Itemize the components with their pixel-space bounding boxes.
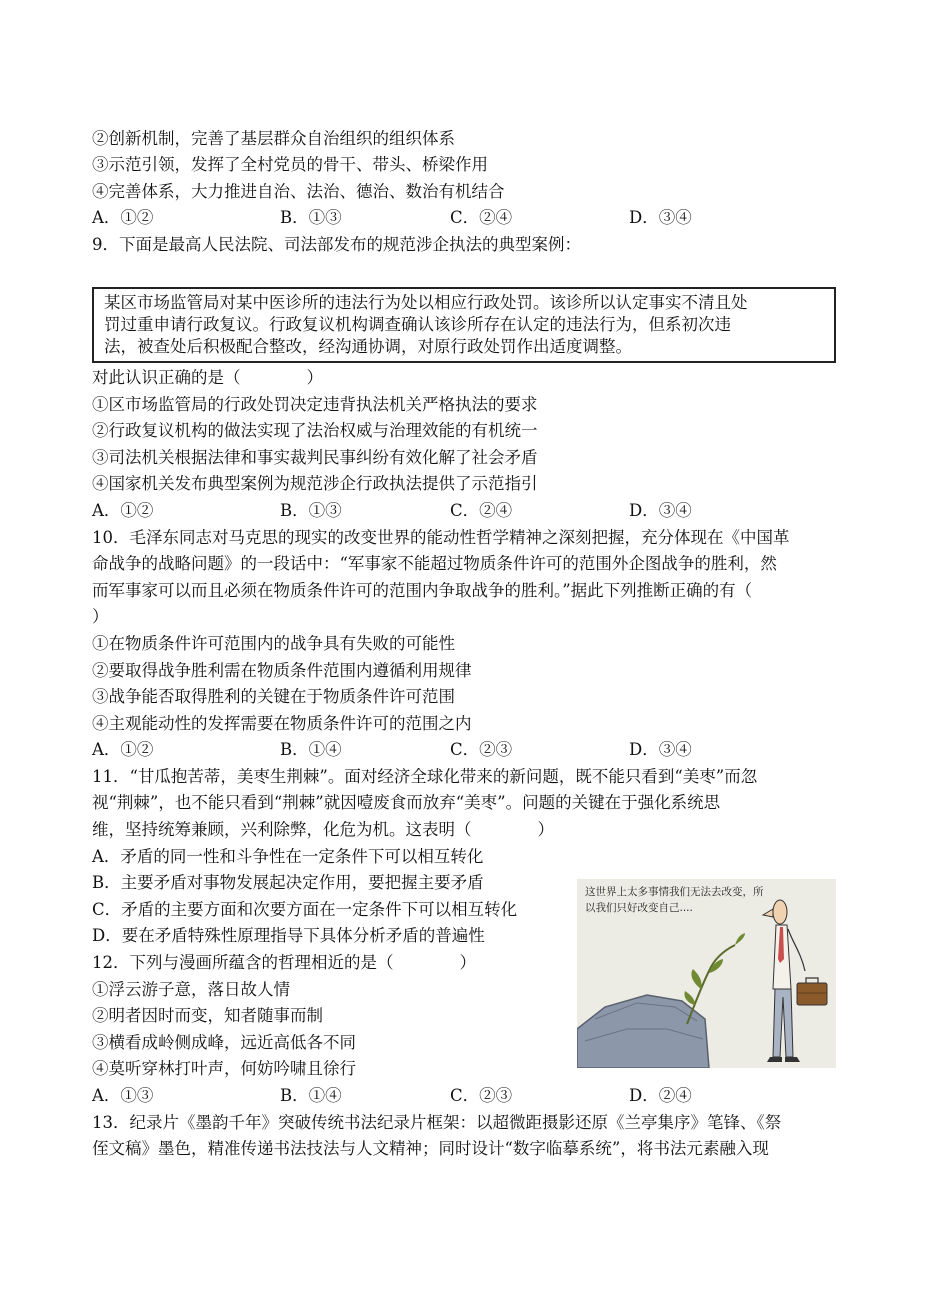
question-9-options xyxy=(92,498,792,524)
question-9-item-4: ④国家机关发布典型案例为规范涉企行政执法提供了示范指引 xyxy=(92,474,538,493)
option-b: B．①④ xyxy=(280,1086,342,1105)
cartoon-caption-line: 以我们只好改变自己.... xyxy=(585,902,693,914)
question-11-stem-line: 11．“甘瓜抱苦蒂，美枣生荆棘”。面对经济全球化带来的新问题，既不能只看到“美枣”而忽 xyxy=(92,767,758,786)
option-d: D．③④ xyxy=(629,208,692,227)
question-10-stem-line: 10．毛泽东同志对马克思的现实的改变世界的能动性哲学精神之深刻把握，充分体现在《中国革 xyxy=(92,528,790,547)
question-13-stem-line: 侄文稿》墨色，精准传递书法技法与人文精神；同时设计“数字临摹系统”，将书法元素融入现 xyxy=(92,1139,769,1158)
option-a: A．①③ xyxy=(92,1086,154,1105)
question-11-option-a: A．矛盾的同一性和斗争性在一定条件下可以相互转化 xyxy=(92,847,484,866)
option-c: C．②④ xyxy=(450,501,513,520)
question-12-item-2: ②明者因时而变，知者随事而制 xyxy=(92,1006,323,1025)
question-10-stem-line: 命战争的战略问题》的一段话中：“军事家不能超过物质条件许可的范围外企图战争的胜利，然 xyxy=(92,554,777,573)
question-10-item-2: ②要取得战争胜利需在物质条件范围内遵循利用规律 xyxy=(92,661,472,680)
question-12-item-4: ④莫听穿林打叶声，何妨吟啸且徐行 xyxy=(92,1059,356,1078)
question-12-item-1: ①浮云游子意，落日故人情 xyxy=(92,980,290,999)
question-9-prompt: 对此认识正确的是（ ） xyxy=(92,368,323,387)
question-9-item-3: ③司法机关根据法律和事实裁判民事纠纷有效化解了社会矛盾 xyxy=(92,448,538,467)
option-b: B．①③ xyxy=(280,501,342,520)
question-10-stem-line: 而军事家可以而且必须在物质条件许可的范围内争取战争的胜利。”据此下列推断正确的有（ xyxy=(92,581,753,600)
cartoon-illustration xyxy=(577,879,836,1068)
question-12-item-3: ③横看成岭侧成峰，远近高低各不同 xyxy=(92,1033,356,1052)
option-c: C．②④ xyxy=(450,208,513,227)
question-10-stem-line: ） xyxy=(92,607,109,626)
option-b: B．①④ xyxy=(280,740,342,759)
question-11-option-d: D．要在矛盾特殊性原理指导下具体分析矛盾的普遍性 xyxy=(92,926,485,945)
question-8-options xyxy=(92,205,792,231)
question-9-item-1: ①区市场监管局的行政处罚决定违背执法机关严格执法的要求 xyxy=(92,395,538,414)
question-12-options xyxy=(92,1083,792,1109)
cartoon-caption-line: 这世界上太多事情我们无法去改变，所 xyxy=(585,886,764,898)
question-10-item-1: ①在物质条件许可范围内的战争具有失败的可能性 xyxy=(92,634,455,653)
question-11-stem-line: 维，坚持统筹兼顾，兴利除弊，化危为机。这表明（ ） xyxy=(92,820,554,839)
question-9-stem: 9．下面是最高人民法院、司法部发布的规范涉企执法的典型案例： xyxy=(92,235,581,254)
case-line: 某区市场监管局对某中医诊所的违法行为处以相应行政处罚。该诊所以认定事实不清且处 xyxy=(104,293,748,312)
cartoon-image xyxy=(577,879,836,1068)
question-11-stem-line: 视“荆棘”，也不能只看到“荆棘”就因噎废食而放弃“美枣”。问题的关键在于强化系统思 xyxy=(92,793,721,812)
question-11-option-b: B．主要矛盾对事物发展起决定作用，要把握主要矛盾 xyxy=(92,873,484,892)
question-10-item-3: ③战争能否取得胜利的关键在于物质条件许可范围 xyxy=(92,687,455,706)
option-d: D．③④ xyxy=(629,740,692,759)
option-b: B．①③ xyxy=(280,208,342,227)
question-9-item-2: ②行政复议机构的做法实现了法治权威与治理效能的有机统一 xyxy=(92,421,538,440)
question-10-options xyxy=(92,737,792,763)
question-12-stem: 12．下列与漫画所蕴含的哲理相近的是（ ） xyxy=(92,953,476,972)
question-8-item-2: ②创新机制，完善了基层群众自治组织的组织体系 xyxy=(92,129,455,148)
case-line: 罚过重申请行政复议。行政复议机构调查确认该诊所存在认定的违法行为，但系初次违 xyxy=(104,315,731,334)
option-d: D．③④ xyxy=(629,501,692,520)
option-d: D．②④ xyxy=(629,1086,692,1105)
option-a: A．①② xyxy=(92,740,154,759)
question-11-option-c: C．矛盾的主要方面和次要方面在一定条件下可以相互转化 xyxy=(92,900,518,919)
case-material-box xyxy=(92,287,836,363)
option-c: C．②③ xyxy=(450,740,513,759)
question-8-item-3: ③示范引领，发挥了全村党员的骨干、带头、桥梁作用 xyxy=(92,155,488,174)
option-c: C．②③ xyxy=(450,1086,513,1105)
case-line: 法，被查处后积极配合整改，经沟通协调，对原行政处罚作出适度调整。 xyxy=(104,337,632,356)
question-10-item-4: ④主观能动性的发挥需要在物质条件许可的范围之内 xyxy=(92,714,472,733)
question-13-stem-line: 13．纪录片《墨韵千年》突破传统书法纪录片框架：以超微距摄影还原《兰亭集序》笔锋、《祭 xyxy=(92,1113,782,1132)
question-8-item-4: ④完善体系，大力推进自治、法治、德治、数治有机结合 xyxy=(92,182,505,201)
option-a: A．①② xyxy=(92,208,154,227)
option-a: A．①② xyxy=(92,501,154,520)
